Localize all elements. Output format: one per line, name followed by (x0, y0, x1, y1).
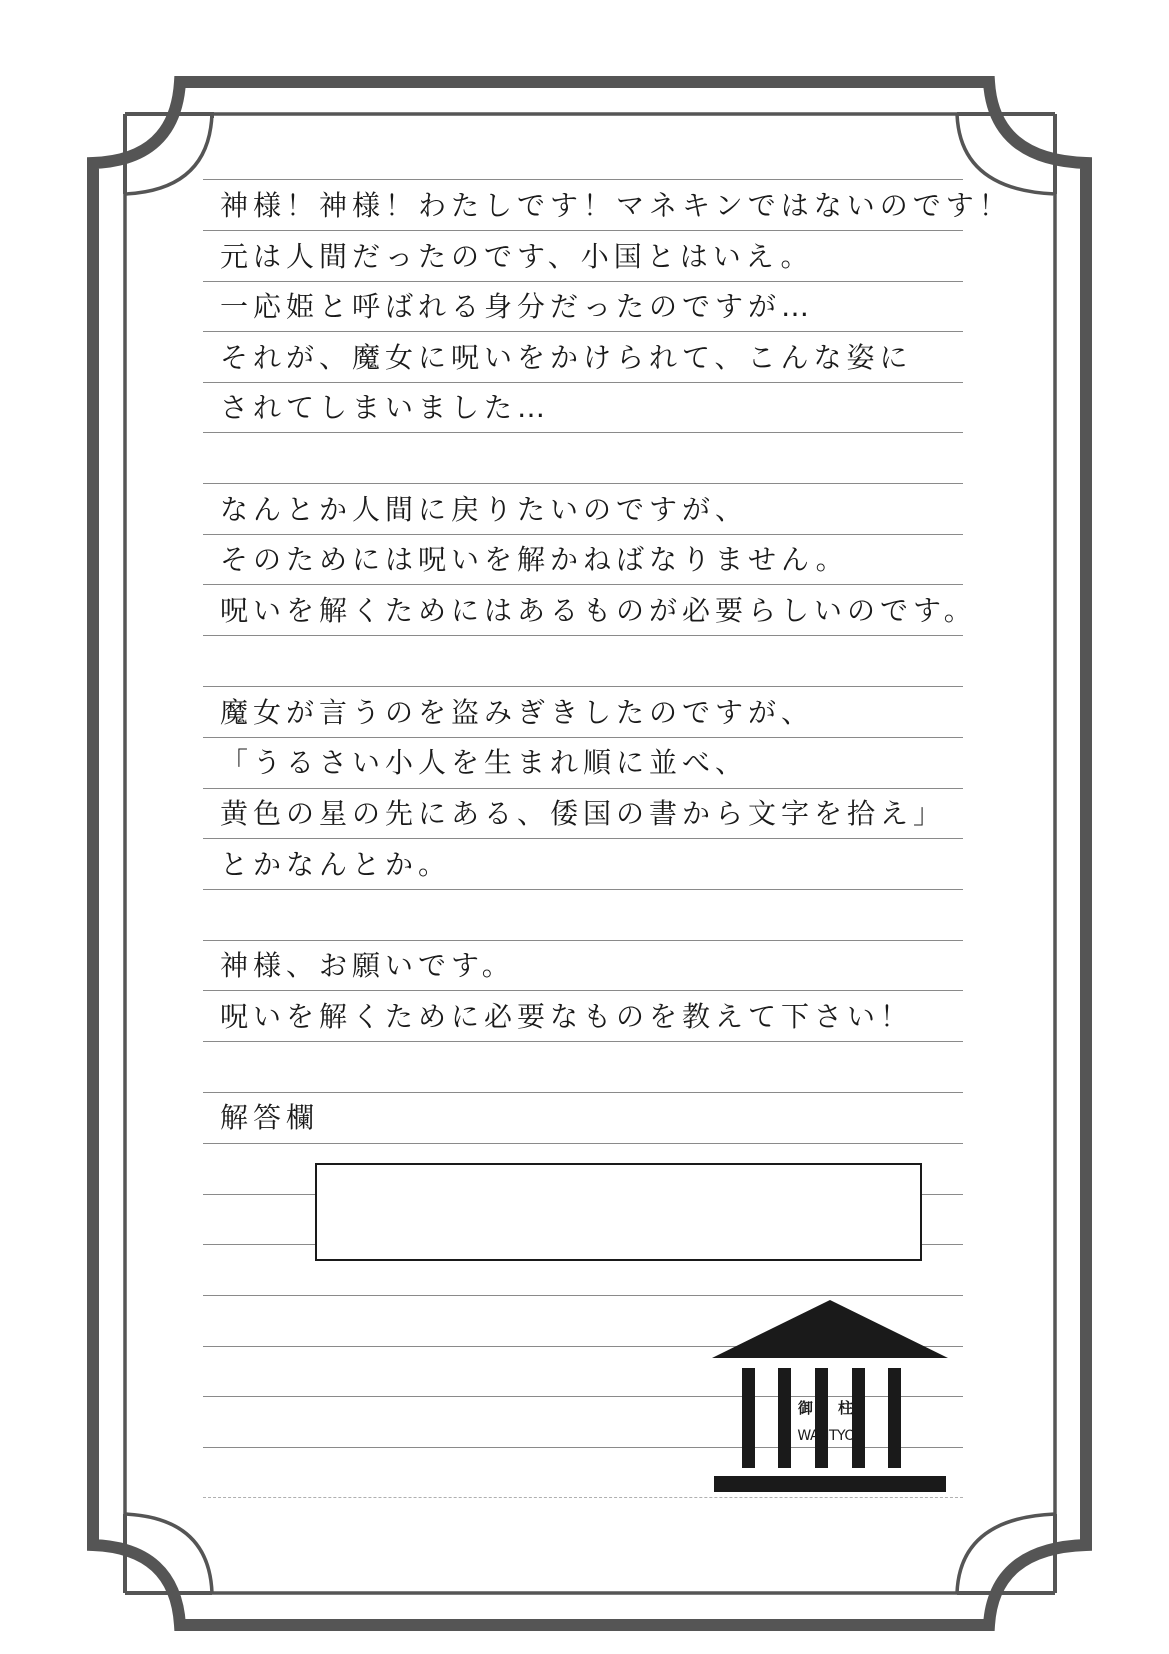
letter-line: 呪いを解くためにはあるものが必要らしいのです。 (220, 594, 977, 627)
rule-line (203, 331, 963, 332)
letter-line: 元は人間だったのです、小国とはいえ。 (220, 240, 814, 273)
letter-line: なんとか人間に戻りたいのですが、 (220, 493, 749, 526)
rule-line (203, 686, 963, 687)
rule-line (203, 990, 963, 991)
letter-line: とかなんとか。 (220, 848, 452, 881)
letter-line: 魔女が言うのを盗みぎきしたのですが、 (220, 696, 815, 729)
rule-line (203, 788, 963, 789)
rule-line (203, 230, 963, 231)
rule-line (203, 281, 963, 282)
rule-line (203, 483, 963, 484)
answer-box[interactable] (315, 1163, 922, 1261)
letter-line: 黄色の星の先にある、倭国の書から文字を拾え」 (220, 797, 947, 830)
shrine-pillars-icon (712, 1300, 948, 1496)
logo-kanji-left: 御 (798, 1399, 814, 1417)
rule-line (203, 432, 963, 433)
letter-line: それが、魔女に呪いをかけられて、こんな姿に (220, 341, 913, 374)
logo-wordmark: WANTYOU (797, 1428, 865, 1444)
letter-line: そのためには呪いを解かねばなりません。 (220, 543, 849, 576)
rule-line (203, 382, 963, 383)
shrine-logo-graphic (712, 1300, 948, 1496)
letter-line: 一応姫と呼ばれる身分だったのですが… (220, 290, 815, 323)
rule-line-dashed (203, 1497, 963, 1498)
rule-line (203, 179, 963, 180)
letter-line: 神様、お願いです。 (220, 949, 515, 982)
letter-line: 「うるさい小人を生まれ順に並べ、 (220, 746, 749, 779)
rule-line (203, 737, 963, 738)
logo-kanji-right: 柱 (838, 1399, 854, 1417)
shrine-base (714, 1476, 946, 1492)
letter-line: 呪いを解くために必要なものを教えて下さい！ (220, 1000, 914, 1033)
answer-label: 解答欄 (220, 1101, 320, 1134)
rule-line (203, 889, 963, 890)
rule-line (203, 584, 963, 585)
shrine-pillar (742, 1368, 755, 1468)
shrine-roof (712, 1300, 948, 1358)
rule-line (203, 1041, 963, 1042)
rule-line (203, 940, 963, 941)
rule-line (203, 838, 963, 839)
letter-line: されてしまいました… (220, 391, 551, 424)
rule-line (203, 1295, 963, 1296)
letter-line: 神様！神様！わたしです！マネキンではないのです！ (220, 189, 1012, 222)
rule-line (203, 534, 963, 535)
rule-line (203, 1143, 963, 1144)
rule-line (203, 1092, 963, 1093)
rule-line (203, 635, 963, 636)
